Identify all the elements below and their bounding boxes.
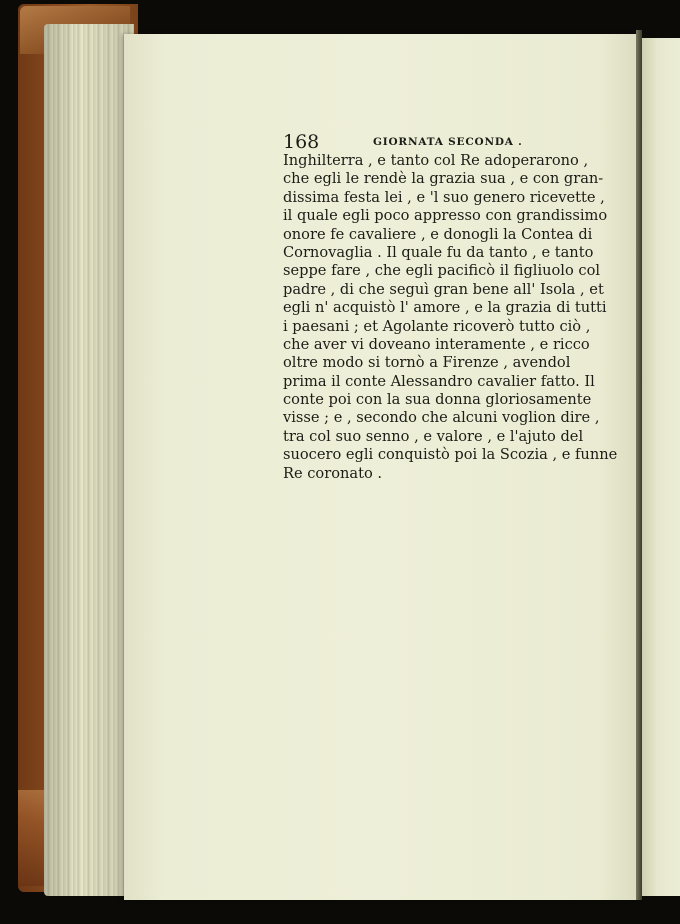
text-line: onore fe cavaliere , e donogli la Contea di — [283, 225, 593, 243]
text-line: i paesani ; et Agolante ricoverò tutto ciò , — [283, 317, 591, 335]
text-line: Inghilterra , e tanto col Re adoperarono , — [283, 152, 589, 169]
text-line: oltre modo si tornò a Firenze , avendol — [283, 354, 571, 372]
text-line: che egli le rendè la grazia sua , e con gran- — [283, 170, 604, 188]
facing-page — [642, 38, 680, 896]
text-line: prima il conte Alessandro cavalier fatto. Il — [283, 372, 595, 390]
text-line: seppe fare , che egli pacificò il figliuolo col — [283, 262, 601, 280]
text-line: Re coronato . — [283, 464, 383, 482]
text-line: tra col suo senno , e valore , e l'ajuto del — [283, 427, 584, 445]
text-line: egli n' acquistò l' amore , e la grazia di tutti — [283, 299, 607, 317]
page-number: 168 — [283, 131, 320, 153]
text-line: dissima festa lei , e 'l suo genero ricevette , — [283, 188, 605, 206]
text-line: il quale egli poco appresso con grandissimo — [283, 207, 608, 225]
text-line: suocero egli conquistò poi la Scozia , e funne — [283, 446, 618, 464]
page-edges-shadow — [44, 24, 134, 896]
text-line: che aver vi doveano interamente , e ricco — [283, 335, 590, 353]
text-line: padre , di che seguì gran bene all' Isola , et — [283, 280, 604, 298]
running-head: GIORNATA SECONDA . — [373, 136, 523, 148]
text-line: Cornovaglia . Il quale fu da tanto , e tanto — [283, 243, 594, 261]
text-line: conte poi con la sua donna gloriosamente — [283, 391, 592, 409]
text-line: visse ; e , secondo che alcuni voglion dire , — [283, 409, 600, 427]
body-text — [283, 152, 623, 483]
